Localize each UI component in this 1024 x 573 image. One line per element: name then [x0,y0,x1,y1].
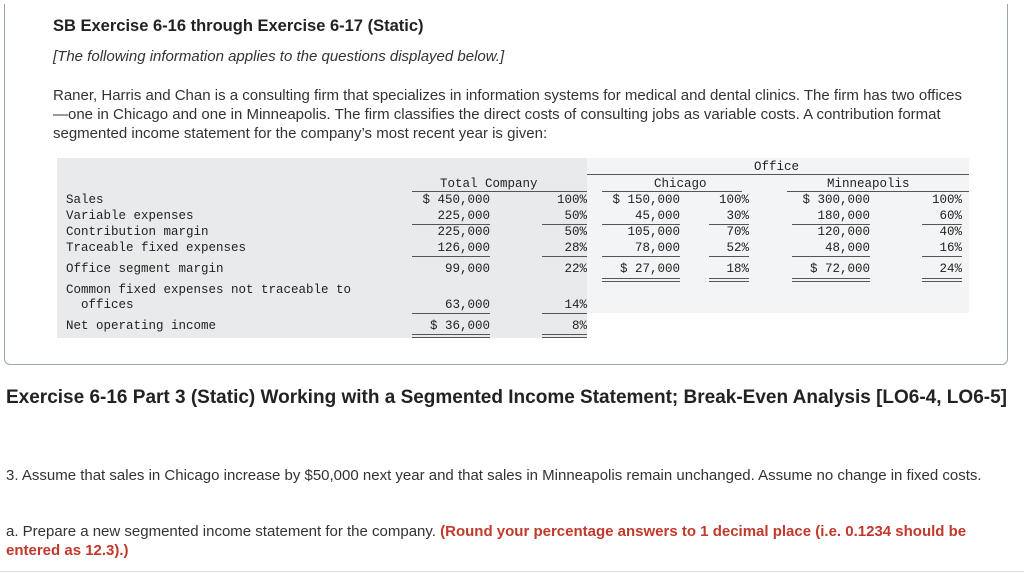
col-header-total: Total Company [440,177,538,191]
cell-total-pct: 14% [564,298,587,312]
cell-chicago: $ 27,000 [619,262,680,276]
segmented-income-statement [57,158,969,338]
info-box-paragraph: Raner, Harris and Chan is a consulting firm that specializes in information systems for medical and dental clinics. The firm has two offices—one in Chicago and one in Minneapolis. The firm classifies the direct costs of consulting jobs as variable costs. A contribution format segmented income statement for the company’s most recent year is given: [53,87,963,142]
cell-minneapolis: $ 300,000 [802,193,870,207]
cell-chicago-pct: 100% [718,193,749,207]
cell-chicago: 78,000 [634,241,680,255]
col-header-chicago: Chicago [654,177,707,191]
cell-total-pct: 50% [564,209,587,223]
cell-total: 225,000 [437,225,490,239]
row-label-traceable-fixed-expenses: Traceable fixed expenses [66,241,247,255]
cell-total: 225,000 [437,209,490,223]
cell-total: $ 36,000 [429,319,490,333]
cell-minneapolis-pct: 100% [931,193,962,207]
cell-total-pct: 50% [564,225,587,239]
cell-minneapolis-pct: 24% [939,262,962,276]
row-label-office-segment-margin: Office segment margin [66,262,224,276]
info-box-title: SB Exercise 6-16 through Exercise 6-17 (Static) [53,17,424,35]
cell-total: 126,000 [437,241,490,255]
row-label-net-operating-income: Net operating income [66,319,217,333]
cell-minneapolis: 180,000 [817,209,870,223]
part-a-text: a. Prepare a new segmented income statement for the company. [6,523,436,540]
exercise-title: Exercise 6-16 Part 3 (Static) Working with a Segmented Income Statement; Break-Even Analysis [LO6-4, LO6-5] [6,387,1007,408]
office-header: Office [754,160,800,174]
cell-minneapolis-pct: 16% [939,241,962,255]
cell-minneapolis-pct: 60% [939,209,962,223]
cell-total: $ 450,000 [422,193,490,207]
rounding-note: (Round your percentage answers to 1 decimal place (i.e. 0.1234 should be entered as 12.3).) [6,523,967,559]
cell-chicago: 45,000 [634,209,680,223]
cell-total: 63,000 [444,298,490,312]
cell-chicago-pct: 30% [726,209,749,223]
cell-total-pct: 28% [564,241,587,255]
cell-chicago-pct: 52% [726,241,749,255]
cell-total-pct: 22% [564,262,587,276]
cell-minneapolis-pct: 40% [939,225,962,239]
question-3: 3. Assume that sales in Chicago increase by $50,000 next year and that sales in Minneapolis remain unchanged. Assume no change in fixed costs. [6,467,982,484]
cell-minneapolis: $ 72,000 [809,262,870,276]
info-box-subtitle: [The following information applies to the questions displayed below.] [53,48,505,65]
row-label-sales: Sales [66,193,104,207]
cell-minneapolis: 120,000 [817,225,870,239]
row-label-common-fixed-expenses: Common fixed expenses not traceable to [66,283,352,297]
row-label-contribution-margin: Contribution margin [66,225,209,239]
col-header-minneapolis: Minneapolis [827,177,910,191]
cell-chicago: $ 150,000 [612,193,680,207]
cell-total-pct: 8% [571,319,587,333]
row-label-common-fixed-expenses-cont: offices [81,298,134,312]
cell-minneapolis: 48,000 [824,241,870,255]
cell-total-pct: 100% [556,193,587,207]
cell-chicago: 105,000 [627,225,680,239]
cell-chicago-pct: 70% [726,225,749,239]
question-part-a [6,522,1011,560]
row-label-variable-expenses: Variable expenses [66,209,194,223]
cell-total: 99,000 [444,262,490,276]
cell-chicago-pct: 18% [726,262,749,276]
